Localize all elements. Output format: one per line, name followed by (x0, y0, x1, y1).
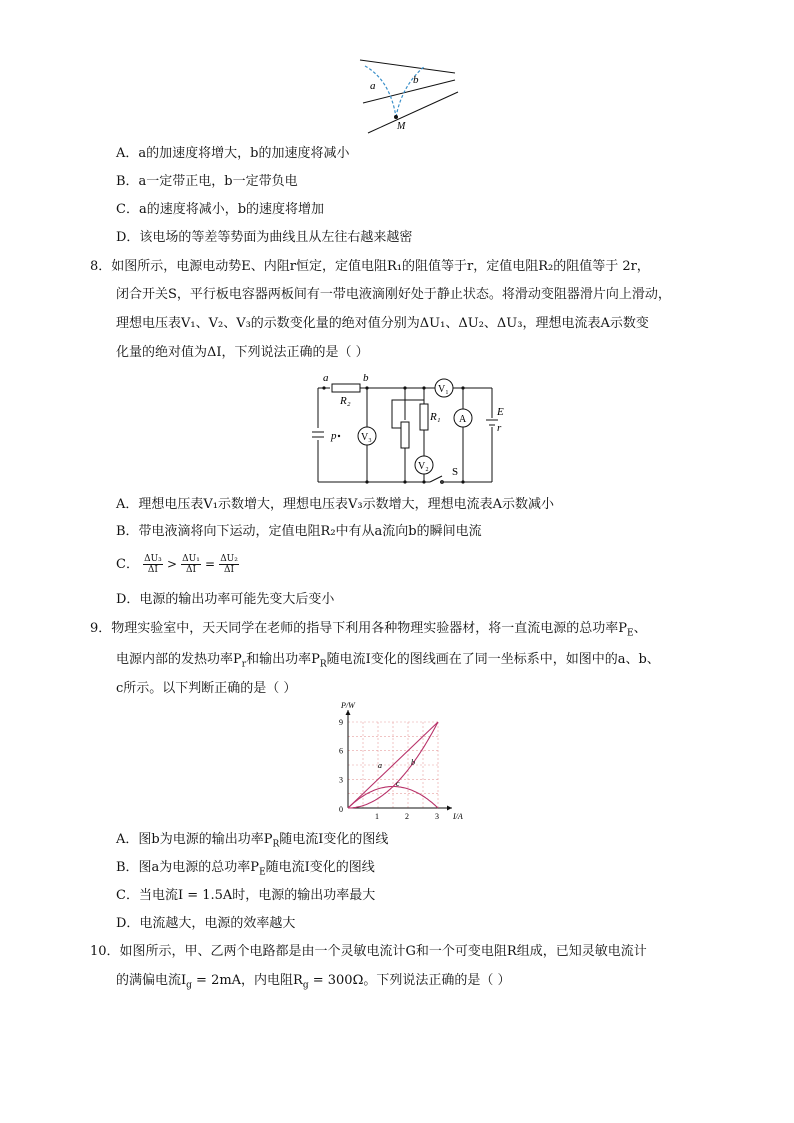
x-tick-label: 3 (435, 812, 439, 821)
q8-option-c-prefix: C． (116, 557, 139, 572)
label-a: a (370, 80, 376, 92)
fraction-u1: $\frac{\text{ΔU₁}}{\Delta I}$ (182, 554, 200, 575)
y-tick-label: 9 (339, 718, 343, 727)
q8-option-d: D．电源的输出功率可能先变大后变小 (116, 592, 335, 607)
q7-option-c: C．a的速度将减小，b的速度将增加 (116, 202, 325, 217)
q9-stem-line2: 电源内部的发热功率$P_r$和输出功率$P_R$随电流I变化的图线画在了同一坐标系中，如图中的a、b、 (116, 652, 660, 670)
q7-option-a: A．a的加速度将增大，b的加速度将减小 (116, 146, 350, 161)
label-V3: V₃ (361, 432, 372, 443)
label-r: r (497, 422, 502, 434)
q7-option-b: B．a一定带正电，b一定带负电 (116, 174, 298, 189)
origin-label: 0 (339, 805, 343, 814)
y-axis-arrow (346, 710, 351, 715)
q9-option-d: D．电流越大，电源的效率越大 (116, 916, 296, 931)
q8-stem-line3: 理想电压表V₁、V₂、V₃的示数变化量的绝对值分别为ΔU₁、ΔU₂、ΔU₃，理想电流表A示数变 (116, 316, 649, 331)
q10-stem-line1: 10．如图所示，甲、乙两个电路都是由一个灵敏电流计G和一个可变电阻R组成，已知灵敏电流计 (90, 944, 647, 959)
label-M: M (397, 121, 406, 132)
q8-option-c: C． $\frac{\text{ΔU₃}}{\Delta I}$ > $\frac{\text{ΔU₁}}{\Delta I}$ = $\frac{\text{ΔU₂}}{\Delta I}$ (116, 554, 238, 575)
label-a: a (323, 372, 329, 384)
q10-stem-line2: 的满偏电流$I_g = 2mA$，内电阻$R_g = 300\Omega$。下列说法正确的是（ ） (116, 973, 511, 991)
fraction-u3: $\frac{\text{ΔU₃}}{\Delta I}$ (144, 554, 162, 575)
label-p: p (331, 430, 337, 442)
x-axis-arrow (447, 806, 452, 811)
q8-option-a: A．理想电压表V₁示数增大，理想电压表V₃示数增大，理想电流表A示数减小 (116, 497, 554, 512)
y-axis-label: P/W (341, 701, 355, 710)
q7-option-d: D．该电场的等差等势面为曲线且从左往右越来越密 (116, 230, 413, 245)
label-b: b (413, 74, 419, 86)
q9-stem-line1: 9．物理实验室中，天天同学在老师的指导下利用各种物理实验器材，将一直流电源的总功率$P_E$、 (90, 621, 647, 639)
x-tick-label: 1 (375, 812, 379, 821)
series-c-label: c (396, 779, 400, 789)
label-R2: R₂ (340, 395, 351, 407)
q8-stem-line1: 8．如图所示，电源电动势E、内阻r恒定，定值电阻R₁的阻值等于r，定值电阻R₂的阻值等于 2r， (90, 259, 650, 274)
label-V2: V₂ (418, 461, 429, 472)
label-b: b (363, 372, 369, 384)
q9-option-c: C．当电流I = 1.5A时，电源的输出功率最大 (116, 888, 376, 903)
q8-option-b: B．带电液滴将向下运动，定值电阻R₂中有从a流向b的瞬间电流 (116, 524, 482, 539)
x-tick-label: 2 (405, 812, 409, 821)
label-R1: R₁ (430, 411, 441, 423)
q9-option-b: B．图a为电源的总功率$P_E$随电流I变化的图线 (116, 860, 375, 878)
label-S: S (452, 466, 459, 478)
series-c-line (348, 787, 438, 809)
label-V1: V₁ (438, 384, 449, 395)
q9-option-a: A．图b为电源的输出功率$P_R$随电流I变化的图线 (116, 832, 389, 850)
x-axis-label: I/A (453, 812, 463, 821)
series-b-label: b (411, 758, 415, 767)
y-tick-label: 3 (339, 775, 343, 785)
label-A: A (459, 414, 467, 425)
series-a-label: a (378, 760, 382, 770)
q8-stem-line4: 化量的绝对值为ΔI，下列说法正确的是（ ） (116, 345, 369, 360)
fraction-u2: $\frac{\text{ΔU₂}}{\Delta I}$ (220, 554, 238, 575)
q9-stem-line3: c所示。以下判断正确的是（ ） (116, 681, 297, 696)
y-tick-label: 6 (339, 746, 343, 756)
q8-stem-line2: 闭合开关S，平行板电容器两板间有一带电液滴刚好处于静止状态。将滑动变阻器滑片向上滑动， (116, 287, 671, 302)
label-E: E (497, 406, 504, 418)
